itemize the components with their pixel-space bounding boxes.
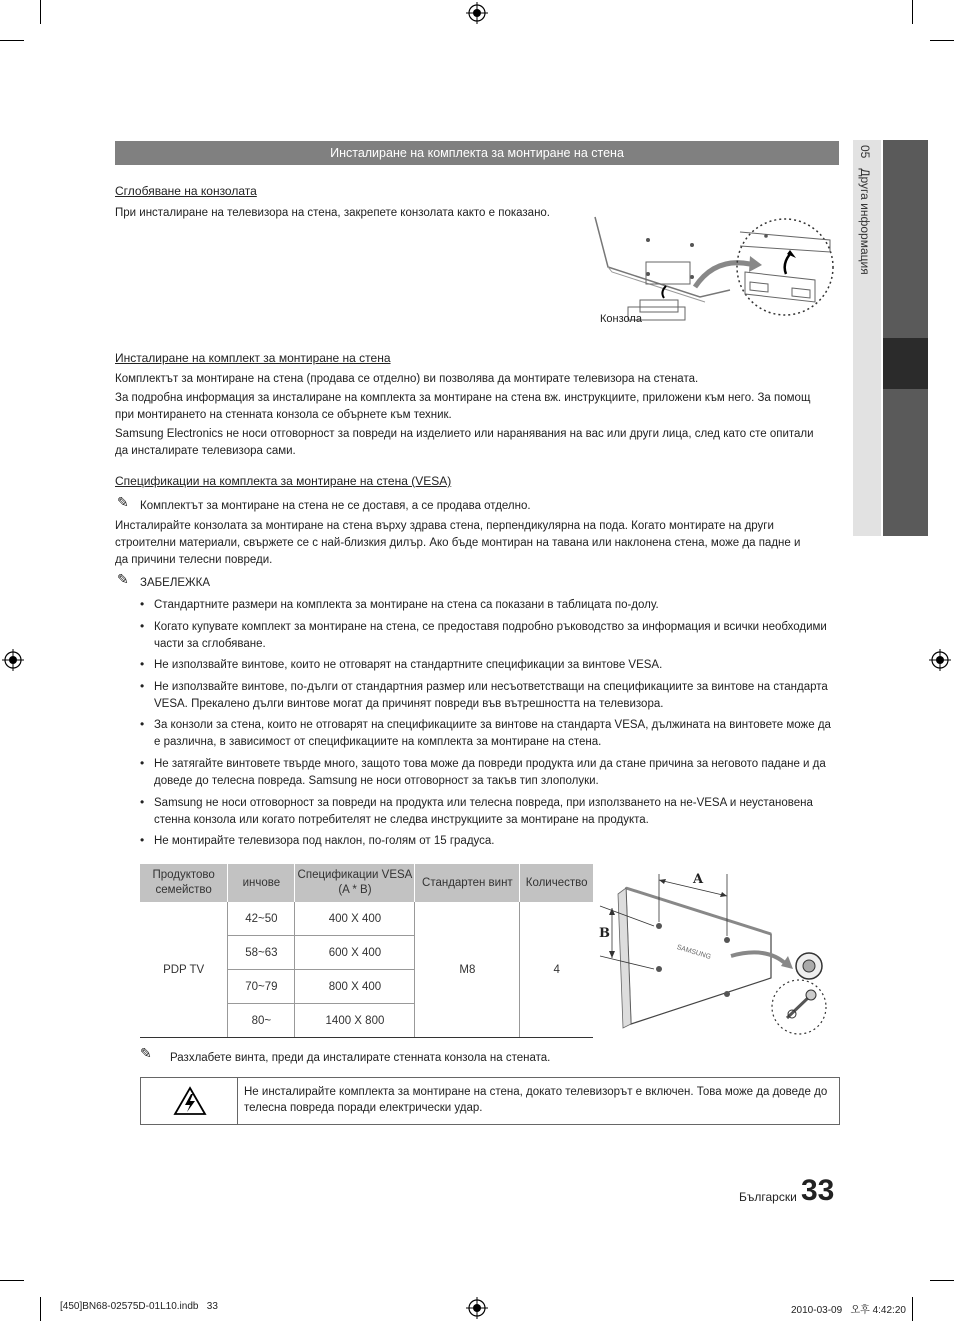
note-pencil-icon: ✎ xyxy=(117,494,129,510)
dimension-label-a: A xyxy=(693,872,704,887)
kit-paragraph: Комплектът за монтиране на стена (продава се отделно) ви позволява да монтирате телевизора на стената. xyxy=(115,373,699,385)
note-bullet: Samsung не носи отговорност за повреди на продукта или телесна повреда, при използването на не-VESA и неустановена стенна конзола или когато потребителят не следва инструкциите за монтиране на продукта. xyxy=(154,797,813,826)
inches-cell: 70~79 xyxy=(228,970,295,1004)
side-tab-label: 05 Друга информация xyxy=(858,145,872,275)
registration-mark-icon xyxy=(466,2,488,24)
table-header: Спецификации VESA (A * B) xyxy=(295,864,415,902)
vesa-cell: 800 X 400 xyxy=(295,970,415,1004)
quantity-cell: 4 xyxy=(520,902,593,1038)
table-header: Стандартен винт xyxy=(415,864,520,902)
note-pencil-icon: ✎ xyxy=(117,571,129,587)
table-row xyxy=(140,902,593,936)
table-header: Количество xyxy=(520,864,593,902)
note-bullet: Не използвайте винтове, по-дълги от стандартния размер или несъответстващи на спецификациите за винтове на стандарта VESA. Прекалено дълги винтове могат да причинят повреди във вътрешността на телевизора. xyxy=(154,681,828,710)
vesa-cell: 1400 X 800 xyxy=(295,1004,415,1038)
tv-brand-logo: SAMSUNG xyxy=(675,943,712,962)
screw-note: Разхлабете винта, преди да инсталирате стенната конзола на стената. xyxy=(170,1052,551,1064)
vesa-spec-table xyxy=(140,864,593,1038)
bullet-icon: • xyxy=(140,597,145,611)
vesa-paragraph: Инсталирайте конзолата за монтиране на стена върху здрава стена, перпендикулярна на пода. Когато монтирате на други строителни материали, свържете се с най-близкия дилър. Ако бъде монтиран на тавана или наклонена стена, може да падне и да причини телесни повреди. xyxy=(115,520,801,566)
inches-cell: 58~63 xyxy=(228,936,295,970)
bullet-icon: • xyxy=(140,657,145,671)
vesa-cell: 400 X 400 xyxy=(295,902,415,936)
family-cell: PDP TV xyxy=(140,902,228,1038)
note-bullet: Когато купувате комплект за монтиране на стена, се предоставя подробно ръководство за информация и всички необходими части за сглобяване. xyxy=(154,621,827,650)
registration-mark-icon xyxy=(929,649,951,671)
inches-cell: 42~50 xyxy=(228,902,295,936)
bullet-icon: • xyxy=(140,756,145,770)
subsection-title-kit: Инсталиране на комплект за монтиране на стена xyxy=(115,351,391,365)
note-bullet: Не използвайте винтове, които не отговарят на стандартните спецификации за винтове VESA. xyxy=(154,659,663,671)
table-header: Продуктово семейство xyxy=(140,864,228,902)
bracket-text: При инсталиране на телевизора на стена, закрепете конзолата както е показано. xyxy=(115,207,551,219)
bullet-icon: • xyxy=(140,717,145,731)
registration-mark-icon xyxy=(2,649,24,671)
note-bullet: За конзоли за стена, които не отговарят на спецификациите за винтове на стандарта VESA, дължината на винтовете може да е различна, в зависимост от спецификациите на комплекта за монтиране на стена. xyxy=(154,719,831,748)
warning-box xyxy=(140,1077,840,1125)
registration-mark-icon xyxy=(466,1297,488,1319)
note-bullet: Стандартните размери на комплекта за монтиране на стена са показани в таблицата по-долу. xyxy=(154,599,659,611)
footer-language: Български xyxy=(739,1190,797,1204)
bullet-icon: • xyxy=(140,619,145,633)
bracket-figure-label: Конзола xyxy=(600,313,642,325)
screw-cell: M8 xyxy=(415,902,520,1038)
inches-cell: 80~ xyxy=(228,1004,295,1038)
warning-text: Не инсталирайте комплекта за монтиране на стена, докато телевизорът е включен. Това може да доведе до телесна повреда поради електрически удар. xyxy=(244,1086,828,1114)
note-pencil-icon: ✎ xyxy=(140,1045,152,1061)
kit-paragraph: Samsung Electronics не носи отговорност за повреди на изделието или наранявания на вас или други лица, след като сте опитали да инсталирате телевизора сами. xyxy=(115,428,814,457)
file-info: [450]BN68-02575D-01L10.indb 33 xyxy=(60,1301,218,1312)
subsection-title-bracket: Сглобяване на конзолата xyxy=(115,184,257,198)
page-number: 33 xyxy=(801,1174,835,1207)
bullet-icon: • xyxy=(140,795,145,809)
dimension-label-b: B xyxy=(599,926,610,941)
subsection-title-vesa: Спецификации на комплекта за монтиране на стена (VESA) xyxy=(115,474,452,488)
table-header-row xyxy=(140,864,593,902)
bullet-icon: • xyxy=(140,833,145,847)
section-title: Инсталиране на комплекта за монтиране на стена xyxy=(115,141,839,165)
vesa-cell: 600 X 400 xyxy=(295,936,415,970)
tv-back-diagram xyxy=(596,866,836,1036)
electric-shock-warning-icon xyxy=(173,1086,207,1116)
side-tab-active-marker xyxy=(883,338,928,389)
note-bullet: Не затягайте винтовете твърде много, защото това може да повреди продукта или да стане причина за неговото падане и да доведе до телесна повреда. Samsung не носи отговорност за такъв тип злополуки. xyxy=(154,758,826,787)
bullet-icon: • xyxy=(140,679,145,693)
note-bullet: Не монтирайте телевизора под наклон, по-голям от 15 градуса. xyxy=(154,835,495,847)
note-heading: ЗАБЕЛЕЖКА xyxy=(140,577,211,589)
table-header: инчове xyxy=(228,864,295,902)
warning-divider xyxy=(237,1078,238,1124)
vesa-note: Комплектът за монтиране на стена не се доставя, а се продава отделно. xyxy=(140,500,531,512)
print-date: 2010-03-09 오후 4:42:20 xyxy=(791,1305,906,1316)
kit-paragraph: За подробна информация за инсталиране на комплекта за монтиране на стена вж. инструкциите, приложени към него. За помощ при монтирането на стенната конзола се обърнете към техник. xyxy=(115,392,811,421)
